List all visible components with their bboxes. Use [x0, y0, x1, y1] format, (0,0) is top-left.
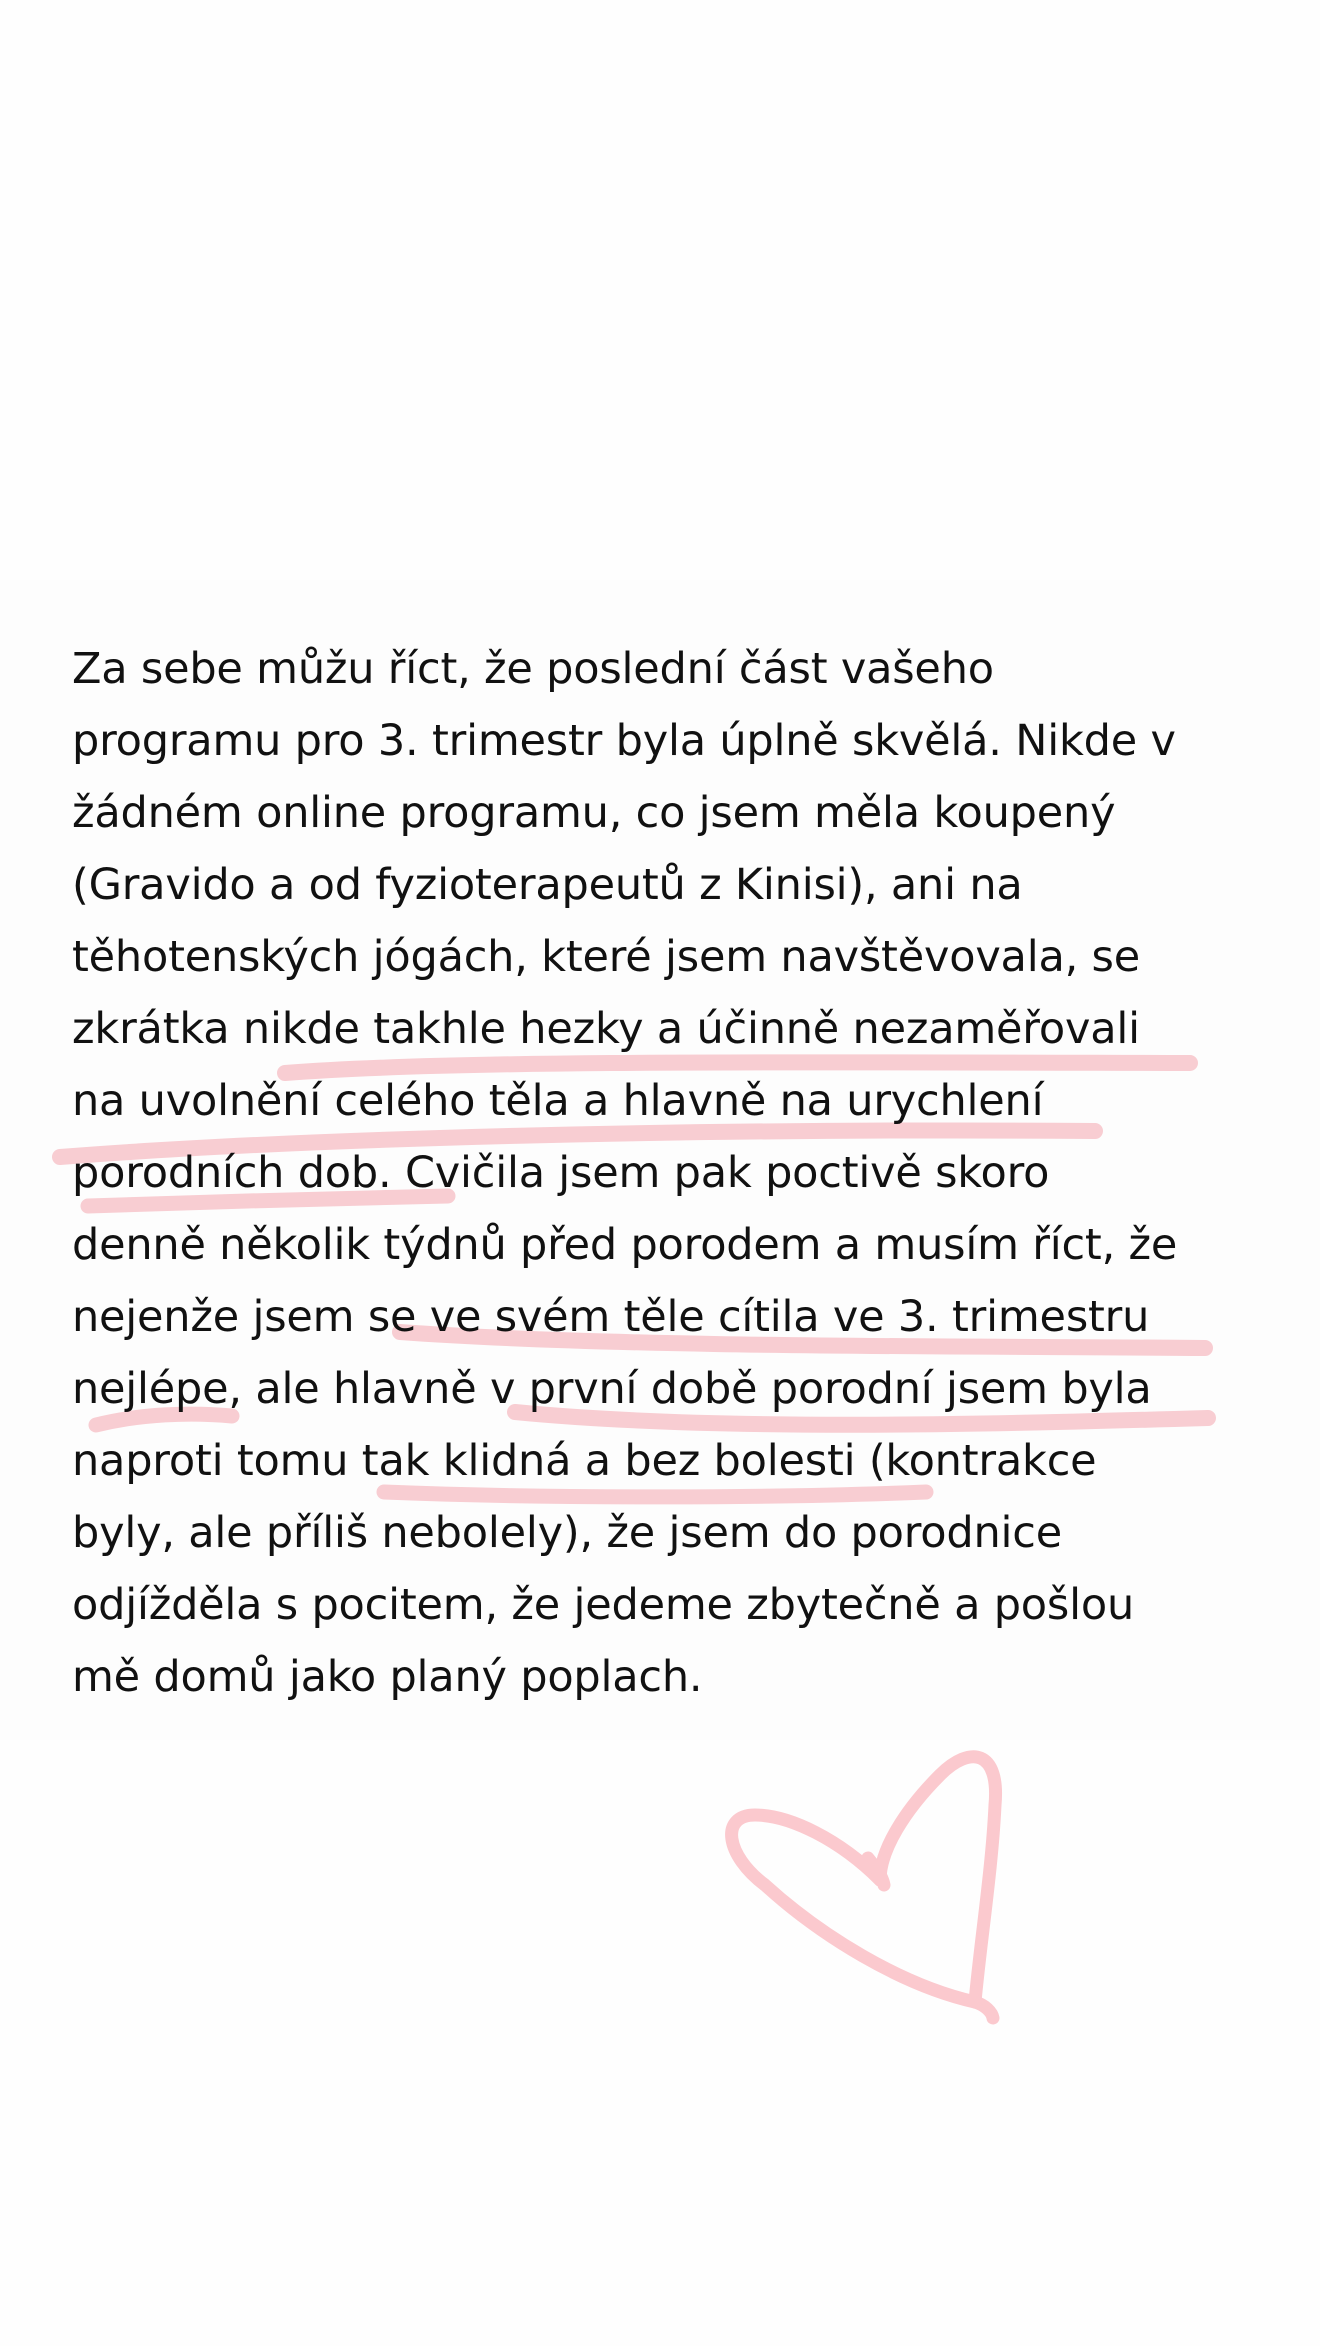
testimonial-text [72, 633, 1272, 1713]
text-line: mě domů jako planý poplach. [72, 1652, 703, 1702]
text-line: programu pro 3. trimestr byla úplně skvělá. Nikde v [72, 716, 1176, 766]
text-line: nejenže jsem se ve svém těle cítila ve 3. trimestru [72, 1292, 1150, 1342]
text-line: žádném online programu, co jsem měla koupený [72, 788, 1116, 838]
top-empty-area [0, 0, 1320, 580]
text-line: (Gravido a od fyzioterapeutů z Kinisi), ani na [72, 860, 1023, 910]
text-line: nejlépe, ale hlavně v první době porodní jsem byla [72, 1364, 1152, 1414]
text-line: naproti tomu tak klidná a bez bolesti (kontrakce [72, 1436, 1097, 1486]
text-line: Za sebe můžu říct, že poslední část vašeho [72, 644, 994, 694]
text-line: porodních dob. Cvičila jsem pak poctivě skoro [72, 1148, 1050, 1198]
text-line: těhotenských jógách, které jsem navštěvovala, se [72, 932, 1141, 982]
text-line: na uvolnění celého těla a hlavně na urychlení [72, 1076, 1044, 1126]
text-line: odjížděla s pocitem, že jedeme zbytečně a pošlou [72, 1580, 1135, 1630]
text-line: denně několik týdnů před porodem a musím říct, že [72, 1220, 1178, 1270]
bottom-empty-area [0, 1740, 1320, 2346]
text-line: zkrátka nikde takhle hezky a účinně nezaměřovali [72, 1004, 1140, 1054]
text-line: byly, ale příliš nebolely), že jsem do porodnice [72, 1508, 1062, 1558]
